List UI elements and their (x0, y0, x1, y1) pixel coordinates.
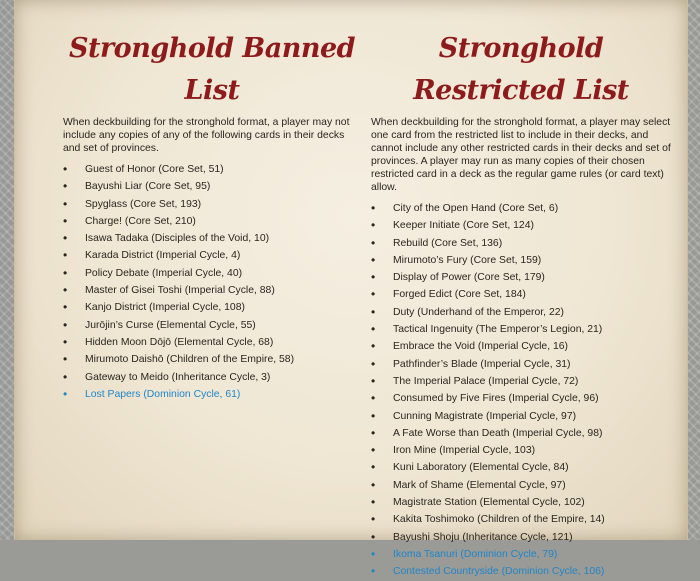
restricted-list-item: • Forged Edict (Core Set, 184) (371, 286, 671, 303)
restricted-list-item: • Rebuild (Core Set, 136) (371, 235, 671, 252)
restricted-list-item: • Pathfinder’s Blade (Imperial Cycle, 31) (371, 356, 671, 373)
restricted-list-item: • Magistrate Station (Elemental Cycle, 102) (371, 494, 671, 511)
restricted-list-item: • Iron Mine (Imperial Cycle, 103) (371, 442, 671, 459)
restricted-list-item: • Tactical Ingenuity (The Emperor’s Legion, 21) (371, 321, 671, 338)
restricted-list-item: • Mirumoto’s Fury (Core Set, 159) (371, 252, 671, 269)
banned-list-item: • Lost Papers (Dominion Cycle, 61) (63, 386, 361, 403)
restricted-list-item: • Display of Power (Core Set, 179) (371, 269, 671, 286)
parchment-sheet (14, 0, 688, 578)
banned-list-item: • Spyglass (Core Set, 193) (63, 196, 361, 213)
banned-list-item: • Hidden Moon Dōjō (Elemental Cycle, 68) (63, 334, 361, 351)
banned-list-intro: When deckbuilding for the stronghold format, a player may not include any copies of any of the following cards in their decks and set of provinces. (63, 117, 350, 154)
restricted-list-item: • Bayushi Shoju (Inheritance Cycle, 121) (371, 529, 671, 546)
banned-list-title: Stronghold Banned List (68, 33, 356, 106)
restricted-list-item: • City of the Open Hand (Core Set, 6) (371, 200, 671, 217)
restricted-list-item: • A Fate Worse than Death (Imperial Cycle, 98) (371, 425, 671, 442)
restricted-list-item: • Contested Countryside (Dominion Cycle, 106) (371, 563, 671, 580)
restricted-list-item: • Keeper Initiate (Core Set, 124) (371, 217, 671, 234)
restricted-list-item: • Ikoma Tsanuri (Dominion Cycle, 79) (371, 546, 671, 563)
banned-list-item: • Gateway to Meido (Inheritance Cycle, 3) (63, 369, 361, 386)
restricted-list-item: • The Imperial Palace (Imperial Cycle, 72) (371, 373, 671, 390)
restricted-list-item: • Kakita Toshimoko (Children of the Empire, 14) (371, 511, 671, 528)
restricted-card-list (371, 200, 671, 581)
restricted-list-item: • Consumed by Five Fires (Imperial Cycle, 96) (371, 390, 671, 407)
restricted-list-item: • Kuni Laboratory (Elemental Cycle, 84) (371, 459, 671, 476)
restricted-list-title: Stronghold Restricted List (413, 33, 629, 106)
banned-list-item: • Charge! (Core Set, 210) (63, 213, 361, 230)
restricted-list-item: • Cunning Magistrate (Imperial Cycle, 97) (371, 408, 671, 425)
restricted-list-section (371, 28, 671, 581)
banned-list-item: • Bayushi Liar (Core Set, 95) (63, 178, 361, 195)
banned-list-item: • Policy Debate (Imperial Cycle, 40) (63, 265, 361, 282)
banned-list-item: • Kanjo District (Imperial Cycle, 108) (63, 299, 361, 316)
banned-card-list (63, 161, 361, 403)
restricted-list-item: • Embrace the Void (Imperial Cycle, 16) (371, 338, 671, 355)
banned-list-section (63, 28, 361, 403)
restricted-list-item: • Mark of Shame (Elemental Cycle, 97) (371, 477, 671, 494)
banned-list-item: • Isawa Tadaka (Disciples of the Void, 10) (63, 230, 361, 247)
banned-list-item: • Jurōjin’s Curse (Elemental Cycle, 55) (63, 317, 361, 334)
banned-list-item: • Master of Gisei Toshi (Imperial Cycle, 88) (63, 282, 361, 299)
banned-list-item: • Guest of Honor (Core Set, 51) (63, 161, 361, 178)
banned-list-item: • Mirumoto Daishō (Children of the Empire, 58) (63, 351, 361, 368)
restricted-list-intro: When deckbuilding for the stronghold format, a player may select one card from the restricted list to include in their decks, and cannot include any other restricted cards in their decks and set of provinces. A player may run as many copies of their chosen restricted card in a deck as the regular game rules (or card text) allow. (371, 117, 671, 193)
banned-list-item: • Karada District (Imperial Cycle, 4) (63, 247, 361, 264)
restricted-list-item: • Duty (Underhand of the Emperor, 22) (371, 304, 671, 321)
